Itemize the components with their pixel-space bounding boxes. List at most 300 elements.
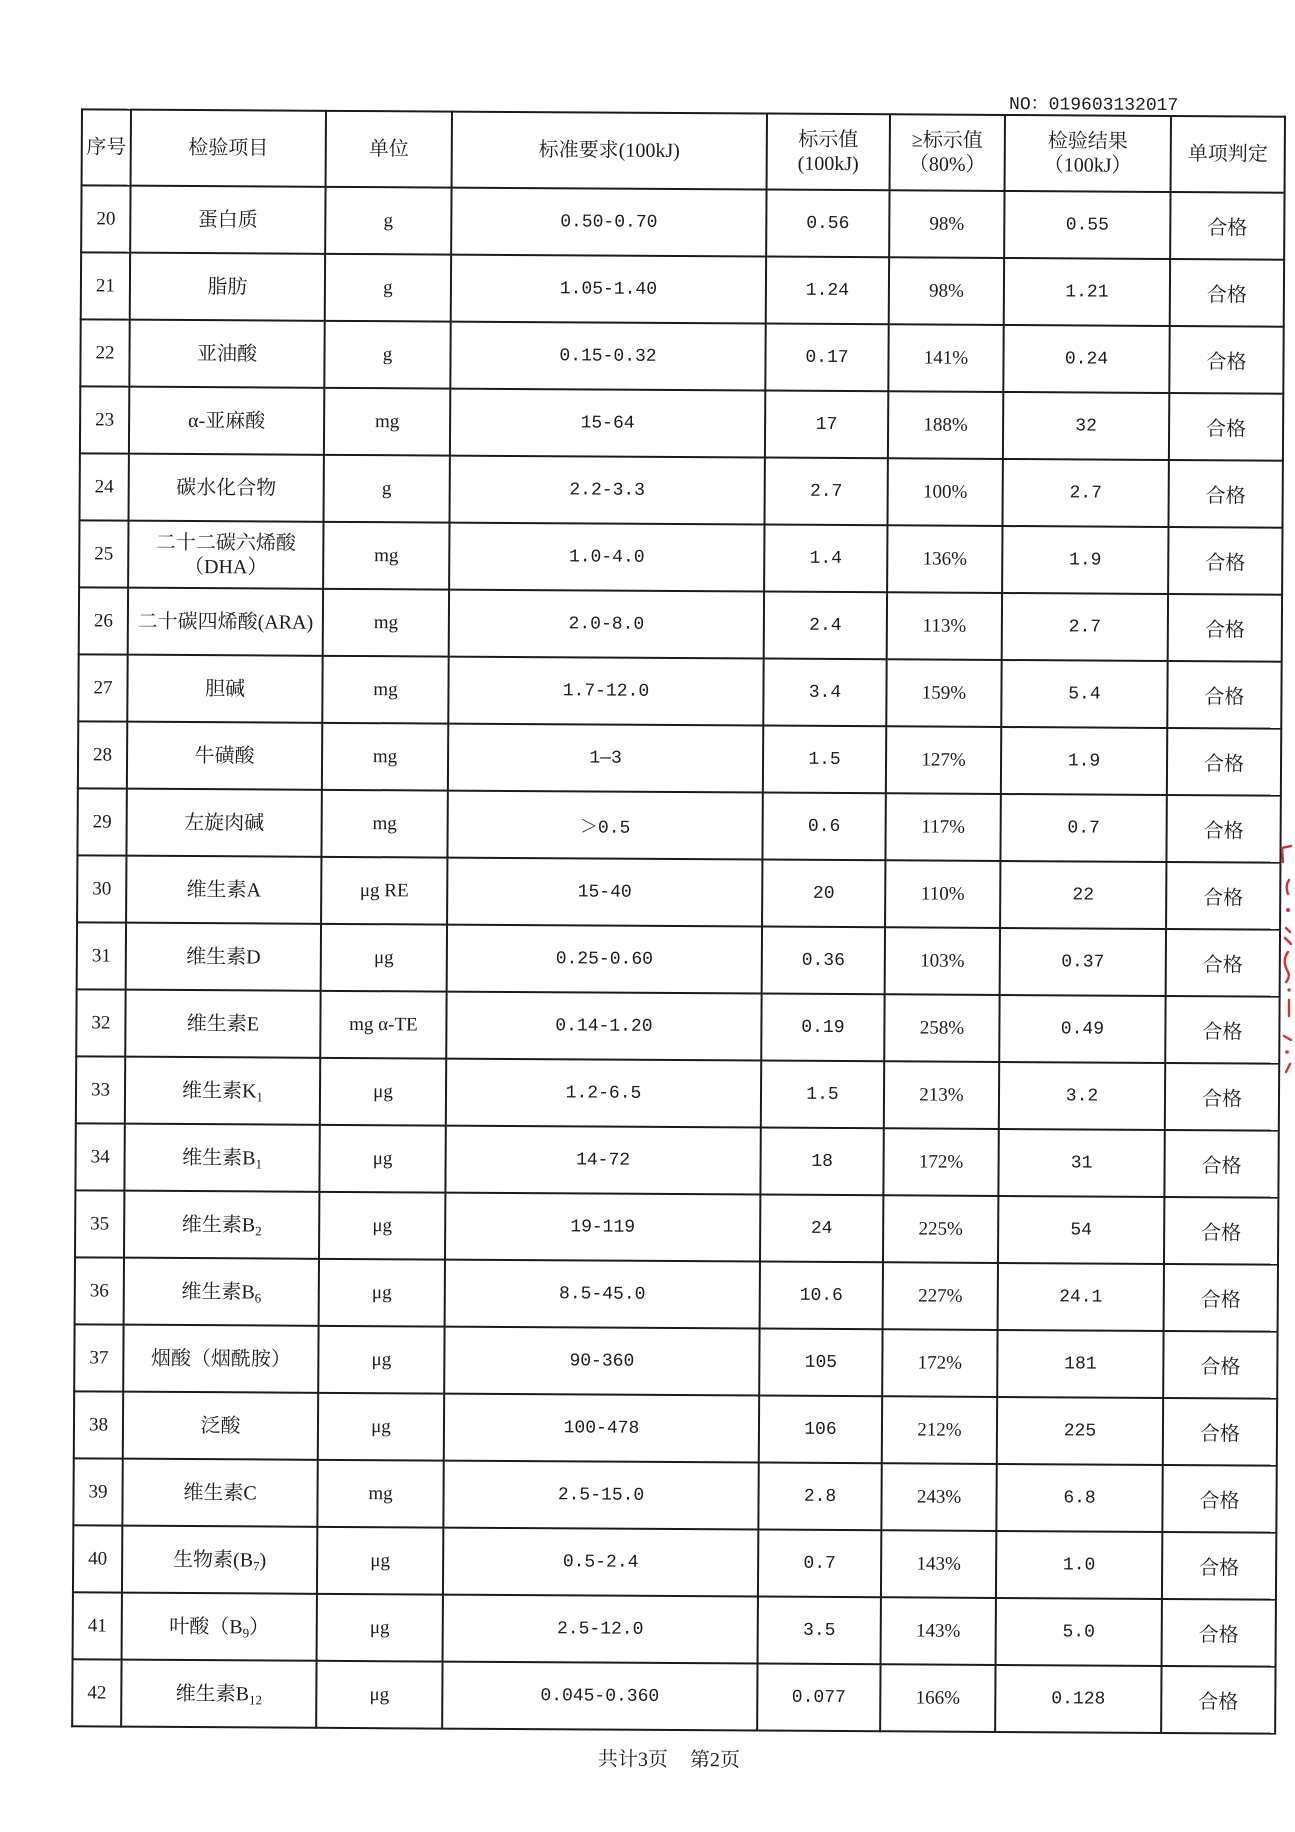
table-row bbox=[76, 1056, 1279, 1130]
seq-cell bbox=[81, 252, 130, 319]
percent-of-label-cell bbox=[889, 190, 1004, 258]
percent-of-label-cell bbox=[884, 1061, 999, 1129]
verdict-cell bbox=[1165, 1063, 1279, 1131]
labeled-value-text: 0.36 bbox=[801, 950, 846, 971]
verdict-text: 合格 bbox=[1207, 217, 1248, 240]
standard-cell bbox=[446, 992, 761, 1061]
percent-of-label-text: 117% bbox=[921, 815, 966, 838]
percent-of-label-text: 141% bbox=[923, 346, 969, 369]
seq-cell bbox=[79, 587, 128, 654]
verdict-text: 合格 bbox=[1201, 1088, 1243, 1111]
standard-text: 19-119 bbox=[570, 1216, 636, 1238]
unit-cell bbox=[324, 388, 450, 456]
labeled-value-cell bbox=[760, 1128, 883, 1196]
seq-text: 22 bbox=[95, 341, 115, 364]
item-text: 泛酸 bbox=[200, 1414, 241, 1437]
standard-cell bbox=[450, 322, 765, 391]
labeled-value-cell bbox=[761, 1061, 884, 1129]
percent-of-label-text: 159% bbox=[921, 681, 967, 704]
unit-text: g bbox=[381, 477, 392, 499]
verdict-cell bbox=[1162, 1465, 1276, 1533]
unit-cell bbox=[320, 991, 446, 1059]
labeled-value-text: 1.4 bbox=[809, 548, 843, 569]
labeled-value-text: 0.17 bbox=[805, 347, 849, 368]
table-row bbox=[74, 1324, 1277, 1398]
standard-text: 14-72 bbox=[576, 1149, 631, 1171]
verdict-text: 合格 bbox=[1198, 1691, 1239, 1714]
item-text: 脂肪 bbox=[207, 275, 248, 298]
standard-cell bbox=[447, 925, 762, 994]
table-row bbox=[75, 1123, 1278, 1197]
result-cell bbox=[1000, 928, 1166, 996]
table-row bbox=[77, 788, 1280, 862]
unit-text: μg bbox=[373, 946, 394, 968]
item-text: 维生素B bbox=[181, 1280, 255, 1303]
labeled-value-cell bbox=[759, 1329, 882, 1397]
verdict-cell bbox=[1170, 192, 1284, 260]
standard-text: 0.14-1.20 bbox=[555, 1015, 653, 1037]
item-text: 维生素B bbox=[181, 1213, 256, 1236]
item-text: α-亚麻酸 bbox=[187, 409, 266, 432]
report-page bbox=[67, 84, 1289, 1781]
unit-text: μg bbox=[370, 1549, 391, 1571]
unit-cell bbox=[321, 790, 447, 858]
unit-cell bbox=[324, 321, 450, 389]
standard-text: 2.2-3.3 bbox=[569, 479, 646, 501]
verdict-text: 合格 bbox=[1203, 753, 1245, 776]
result-text: 32 bbox=[1075, 415, 1097, 437]
standard-cell bbox=[450, 456, 765, 525]
standard-cell bbox=[451, 188, 766, 257]
item-cell bbox=[126, 856, 321, 924]
seq-cell bbox=[78, 721, 127, 788]
verdict-text: 合格 bbox=[1198, 1624, 1239, 1647]
seq-cell bbox=[81, 185, 130, 252]
unit-text: mg bbox=[368, 1482, 393, 1504]
result-text: 181 bbox=[1064, 1353, 1097, 1375]
seq-cell bbox=[79, 520, 128, 587]
unit-cell bbox=[323, 522, 449, 590]
labeled-value-cell bbox=[760, 1195, 883, 1263]
table-row bbox=[73, 1458, 1276, 1532]
labeled-value-cell bbox=[765, 324, 888, 392]
item-cell bbox=[123, 1392, 318, 1460]
standard-cell bbox=[449, 523, 764, 592]
standard-cell bbox=[446, 1059, 761, 1128]
labeled-value-text: 0.56 bbox=[806, 213, 850, 234]
table-body bbox=[72, 185, 1284, 1733]
verdict-cell bbox=[1163, 1398, 1277, 1466]
result-text: 5.4 bbox=[1068, 683, 1101, 705]
standard-cell bbox=[445, 1260, 760, 1329]
result-text: 2.7 bbox=[1069, 482, 1102, 504]
result-cell bbox=[1004, 258, 1170, 326]
standard-text: 0.25-0.60 bbox=[555, 948, 654, 970]
verdict-cell bbox=[1167, 661, 1281, 729]
percent-of-label-text: 212% bbox=[917, 1418, 962, 1441]
standard-text: 8.5-45.0 bbox=[559, 1283, 646, 1305]
table-header bbox=[82, 109, 1285, 192]
header-verdict: 单项判定 bbox=[1171, 116, 1285, 193]
seq-cell bbox=[77, 922, 126, 989]
seq-cell bbox=[80, 386, 129, 453]
verdict-cell bbox=[1168, 527, 1282, 595]
verdict-text: 合格 bbox=[1199, 1557, 1240, 1580]
verdict-cell bbox=[1163, 1331, 1277, 1399]
table-row bbox=[78, 654, 1281, 728]
verdict-text: 合格 bbox=[1202, 954, 1243, 977]
verdict-cell bbox=[1164, 1130, 1278, 1198]
item-text: 生物素(B bbox=[173, 1548, 254, 1571]
verdict-text: 合格 bbox=[1204, 619, 1245, 642]
result-text: 0.55 bbox=[1065, 214, 1110, 236]
table-row bbox=[80, 453, 1283, 527]
percent-of-label-cell bbox=[885, 793, 1000, 861]
table-row bbox=[79, 520, 1282, 594]
verdict-cell bbox=[1166, 795, 1280, 863]
unit-cell bbox=[325, 254, 451, 322]
unit-cell bbox=[317, 1527, 443, 1595]
standard-cell bbox=[447, 858, 762, 927]
item-cell bbox=[129, 454, 324, 522]
result-text: 2.7 bbox=[1068, 616, 1102, 638]
result-cell bbox=[999, 995, 1165, 1063]
verdict-text: 合格 bbox=[1199, 1490, 1240, 1513]
report-number: NO：019603132017 bbox=[1009, 95, 1179, 117]
seq-text: 33 bbox=[90, 1078, 111, 1101]
verdict-cell bbox=[1161, 1666, 1275, 1734]
verdict-text: 合格 bbox=[1201, 1222, 1242, 1245]
result-cell bbox=[1002, 526, 1168, 594]
unit-text: μg bbox=[371, 1348, 392, 1370]
result-cell bbox=[996, 1598, 1162, 1666]
labeled-value-text: 0.19 bbox=[801, 1017, 845, 1038]
unit-text: μg bbox=[371, 1281, 392, 1303]
seal-fragment bbox=[1276, 840, 1292, 1090]
item-text: 左旋肉碱 bbox=[184, 811, 265, 834]
table-row bbox=[78, 721, 1281, 795]
item-subscript: 1 bbox=[256, 1088, 264, 1104]
item-subscript: 9 bbox=[242, 1624, 250, 1640]
result-cell bbox=[1001, 660, 1167, 728]
result-cell bbox=[1002, 459, 1168, 527]
verdict-text: 合格 bbox=[1205, 552, 1246, 575]
percent-of-label-cell bbox=[883, 1128, 998, 1196]
item-text: 维生素B bbox=[175, 1682, 250, 1705]
result-text: 1.9 bbox=[1067, 750, 1101, 772]
unit-cell bbox=[317, 1460, 443, 1528]
inspection-table bbox=[71, 108, 1286, 1734]
seq-cell bbox=[76, 1056, 125, 1123]
seq-text: 38 bbox=[88, 1413, 109, 1436]
percent-of-label-cell bbox=[888, 324, 1003, 392]
standard-cell bbox=[450, 389, 765, 458]
item-text: 维生素C bbox=[183, 1481, 257, 1504]
verdict-cell bbox=[1166, 929, 1280, 997]
labeled-value-text: 1.5 bbox=[808, 749, 841, 770]
verdict-cell bbox=[1166, 862, 1280, 930]
seq-text: 28 bbox=[93, 743, 113, 766]
item-suffix: ) bbox=[259, 1548, 267, 1571]
percent-of-label-text: 98% bbox=[928, 280, 964, 302]
percent-of-label-text: 258% bbox=[919, 1016, 965, 1039]
seq-text: 40 bbox=[88, 1547, 108, 1570]
unit-text: mg bbox=[372, 745, 398, 767]
unit-cell bbox=[319, 1259, 445, 1327]
item-cell bbox=[129, 387, 324, 455]
standard-cell bbox=[442, 1662, 757, 1731]
page-current: 第2页 bbox=[689, 1749, 741, 1772]
seq-cell bbox=[73, 1458, 122, 1525]
result-text: 225 bbox=[1063, 1420, 1097, 1442]
result-text: 6.8 bbox=[1063, 1487, 1096, 1509]
standard-text: 0.50-0.70 bbox=[560, 211, 658, 233]
page-footer bbox=[598, 1748, 740, 1773]
labeled-value-cell bbox=[761, 994, 884, 1062]
verdict-cell bbox=[1162, 1599, 1276, 1667]
seq-text: 23 bbox=[95, 408, 115, 431]
verdict-cell bbox=[1168, 594, 1282, 662]
verdict-text: 合格 bbox=[1205, 485, 1246, 508]
header-standard: 标准要求(100kJ) bbox=[452, 112, 767, 190]
item-text: 维生素B bbox=[182, 1146, 256, 1169]
standard-text: 1—3 bbox=[589, 747, 622, 769]
result-cell bbox=[1000, 794, 1166, 862]
verdict-text: 合格 bbox=[1203, 887, 1244, 910]
seq-text: 41 bbox=[87, 1614, 107, 1637]
result-cell bbox=[1000, 861, 1166, 929]
item-cell bbox=[126, 923, 321, 991]
labeled-value-cell bbox=[762, 860, 885, 928]
unit-text: mg bbox=[372, 812, 397, 834]
table-row bbox=[73, 1592, 1276, 1666]
unit-cell bbox=[325, 187, 451, 255]
result-text: 0.37 bbox=[1061, 951, 1105, 973]
percent-of-label-text: 136% bbox=[922, 547, 968, 570]
header-item: 检验项目 bbox=[131, 110, 326, 187]
table-row bbox=[77, 855, 1280, 929]
verdict-text: 合格 bbox=[1206, 418, 1247, 441]
standard-text: 15-64 bbox=[580, 412, 635, 434]
seq-text: 39 bbox=[88, 1480, 108, 1503]
labeled-value-text: 3.5 bbox=[802, 1620, 836, 1641]
labeled-value-cell bbox=[765, 391, 888, 459]
percent-of-label-cell bbox=[885, 927, 1000, 995]
verdict-cell bbox=[1169, 393, 1283, 461]
standard-cell bbox=[444, 1394, 759, 1463]
header-labeled-value: 标示值 (100kJ) bbox=[767, 114, 890, 191]
table-row bbox=[75, 1257, 1278, 1331]
unit-text: mg bbox=[373, 611, 399, 633]
verdict-text: 合格 bbox=[1202, 1021, 1243, 1044]
unit-text: μg bbox=[373, 1080, 393, 1102]
result-text: 0.7 bbox=[1067, 817, 1100, 839]
standard-cell bbox=[445, 1126, 760, 1195]
percent-of-label-text: 143% bbox=[916, 1619, 961, 1642]
labeled-value-text: 106 bbox=[804, 1419, 837, 1440]
verdict-cell bbox=[1170, 259, 1284, 327]
item-text: 维生素D bbox=[186, 945, 261, 968]
percent-of-label-cell bbox=[882, 1396, 997, 1464]
item-text: 亚油酸 bbox=[196, 342, 258, 365]
result-cell bbox=[1004, 191, 1170, 259]
standard-text: 100-478 bbox=[563, 1417, 640, 1439]
standard-text: 1.7-12.0 bbox=[562, 680, 650, 702]
standard-text: 90-360 bbox=[569, 1350, 635, 1372]
item-cell bbox=[127, 655, 322, 723]
unit-cell bbox=[318, 1393, 444, 1461]
labeled-value-cell bbox=[759, 1396, 882, 1464]
table-row bbox=[81, 252, 1284, 326]
seq-cell bbox=[80, 453, 129, 520]
labeled-value-cell bbox=[763, 726, 886, 794]
table-row bbox=[80, 386, 1283, 460]
result-text: 0.24 bbox=[1064, 348, 1109, 370]
item-cell bbox=[123, 1325, 318, 1393]
standard-text: 1.05-1.40 bbox=[559, 278, 658, 300]
verdict-cell bbox=[1164, 1264, 1278, 1332]
percent-of-label-text: 213% bbox=[919, 1083, 964, 1106]
result-cell bbox=[1003, 325, 1169, 393]
unit-cell bbox=[320, 1058, 446, 1126]
item-text: 维生素E bbox=[186, 1012, 260, 1035]
verdict-cell bbox=[1162, 1532, 1276, 1600]
standard-text: 0.15-0.32 bbox=[559, 345, 657, 367]
percent-of-label-cell bbox=[887, 592, 1002, 660]
result-text: 54 bbox=[1070, 1219, 1093, 1241]
unit-text: g bbox=[383, 209, 394, 231]
percent-of-label-cell bbox=[886, 659, 1001, 727]
seq-text: 34 bbox=[90, 1145, 110, 1168]
seq-text: 42 bbox=[87, 1681, 107, 1704]
labeled-value-cell bbox=[762, 927, 885, 995]
seq-text: 37 bbox=[89, 1346, 109, 1369]
verdict-text: 合格 bbox=[1201, 1155, 1242, 1178]
labeled-value-cell bbox=[764, 458, 887, 526]
verdict-cell bbox=[1168, 460, 1282, 528]
standard-text: 2.5-15.0 bbox=[557, 1484, 645, 1506]
seq-cell bbox=[77, 855, 126, 922]
item-cell bbox=[130, 253, 325, 321]
unit-text: mg bbox=[373, 678, 398, 700]
seq-cell bbox=[72, 1659, 121, 1726]
percent-of-label-text: 172% bbox=[918, 1150, 964, 1173]
standard-cell bbox=[448, 724, 763, 793]
unit-text: μg bbox=[371, 1415, 391, 1437]
percent-of-label-text: 98% bbox=[929, 213, 965, 235]
seq-cell bbox=[76, 989, 125, 1056]
item-cell bbox=[122, 1459, 317, 1527]
seq-text: 27 bbox=[93, 676, 113, 699]
standard-text: 0.045-0.360 bbox=[540, 1685, 660, 1707]
header-result: 检验结果 （100kJ） bbox=[1005, 115, 1171, 192]
labeled-value-text: 0.7 bbox=[803, 1553, 836, 1574]
result-cell bbox=[999, 1062, 1165, 1130]
result-cell bbox=[996, 1531, 1162, 1599]
seq-text: 31 bbox=[91, 944, 111, 967]
labeled-value-text: 20 bbox=[812, 883, 835, 904]
labeled-value-text: 10.6 bbox=[799, 1285, 843, 1306]
verdict-text: 合格 bbox=[1204, 686, 1245, 709]
percent-of-label-cell bbox=[884, 994, 999, 1062]
labeled-value-cell bbox=[764, 592, 887, 660]
seq-text: 20 bbox=[96, 207, 116, 230]
percent-of-label-text: 172% bbox=[917, 1351, 963, 1374]
result-cell bbox=[997, 1330, 1163, 1398]
percent-of-label-cell bbox=[883, 1262, 998, 1330]
item-cell bbox=[122, 1526, 317, 1594]
item-text: 叶酸（B bbox=[169, 1615, 243, 1638]
labeled-value-cell bbox=[758, 1530, 881, 1598]
standard-text: 15-40 bbox=[577, 881, 632, 903]
labeled-value-cell bbox=[762, 793, 885, 861]
percent-of-label-text: 110% bbox=[920, 882, 965, 905]
percent-of-label-cell bbox=[886, 726, 1001, 794]
labeled-value-text: 1.5 bbox=[806, 1084, 839, 1105]
table-row bbox=[74, 1391, 1277, 1465]
seq-cell bbox=[75, 1123, 124, 1190]
result-cell bbox=[1003, 392, 1169, 460]
labeled-value-cell bbox=[758, 1597, 881, 1665]
item-text: 蛋白质 bbox=[197, 208, 258, 231]
item-text: 碳水化合物 bbox=[176, 476, 277, 500]
labeled-value-text: 3.4 bbox=[808, 682, 842, 703]
percent-of-label-text: 243% bbox=[916, 1485, 962, 1508]
unit-cell bbox=[321, 857, 447, 925]
percent-of-label-text: 113% bbox=[922, 614, 967, 637]
unit-cell bbox=[322, 723, 448, 791]
result-text: 0.49 bbox=[1060, 1018, 1105, 1040]
percent-of-label-cell bbox=[889, 257, 1004, 325]
item-cell bbox=[125, 990, 320, 1058]
table-row bbox=[77, 922, 1280, 996]
labeled-value-text: 0.6 bbox=[807, 816, 841, 837]
item-cell bbox=[127, 722, 322, 790]
item-text: 二十碳四烯酸(ARA) bbox=[137, 610, 314, 634]
table-row bbox=[76, 989, 1279, 1063]
result-text: 5.0 bbox=[1062, 1621, 1096, 1643]
unit-cell bbox=[321, 924, 447, 992]
labeled-value-cell bbox=[758, 1463, 881, 1531]
item-cell bbox=[128, 588, 323, 656]
labeled-value-text: 1.24 bbox=[805, 280, 850, 301]
verdict-cell bbox=[1167, 728, 1281, 796]
item-text: 维生素K bbox=[181, 1079, 257, 1102]
item-cell bbox=[124, 1191, 319, 1259]
header-seq: 序号 bbox=[82, 109, 131, 185]
seq-text: 35 bbox=[90, 1212, 110, 1235]
verdict-text: 合格 bbox=[1206, 284, 1247, 307]
unit-text: mg bbox=[374, 544, 399, 566]
labeled-value-text: 2.7 bbox=[809, 481, 843, 502]
unit-cell bbox=[316, 1661, 442, 1729]
seq-cell bbox=[73, 1525, 122, 1592]
labeled-value-text: 2.8 bbox=[803, 1486, 837, 1507]
standard-text: 1.0-4.0 bbox=[568, 546, 645, 568]
percent-of-label-text: 100% bbox=[922, 480, 968, 503]
seq-text: 29 bbox=[92, 810, 112, 833]
result-cell bbox=[996, 1464, 1162, 1532]
unit-text: μg bbox=[372, 1214, 393, 1236]
item-text: 烟酸（烟酰胺） bbox=[150, 1347, 291, 1371]
seq-cell bbox=[73, 1592, 122, 1659]
unit-cell bbox=[322, 656, 448, 724]
unit-text: μg bbox=[372, 1147, 393, 1169]
seq-cell bbox=[75, 1257, 124, 1324]
page-total: 共计3页 bbox=[597, 1748, 669, 1771]
item-subscript: 2 bbox=[255, 1222, 262, 1238]
item-text: 维生素A bbox=[186, 878, 262, 901]
